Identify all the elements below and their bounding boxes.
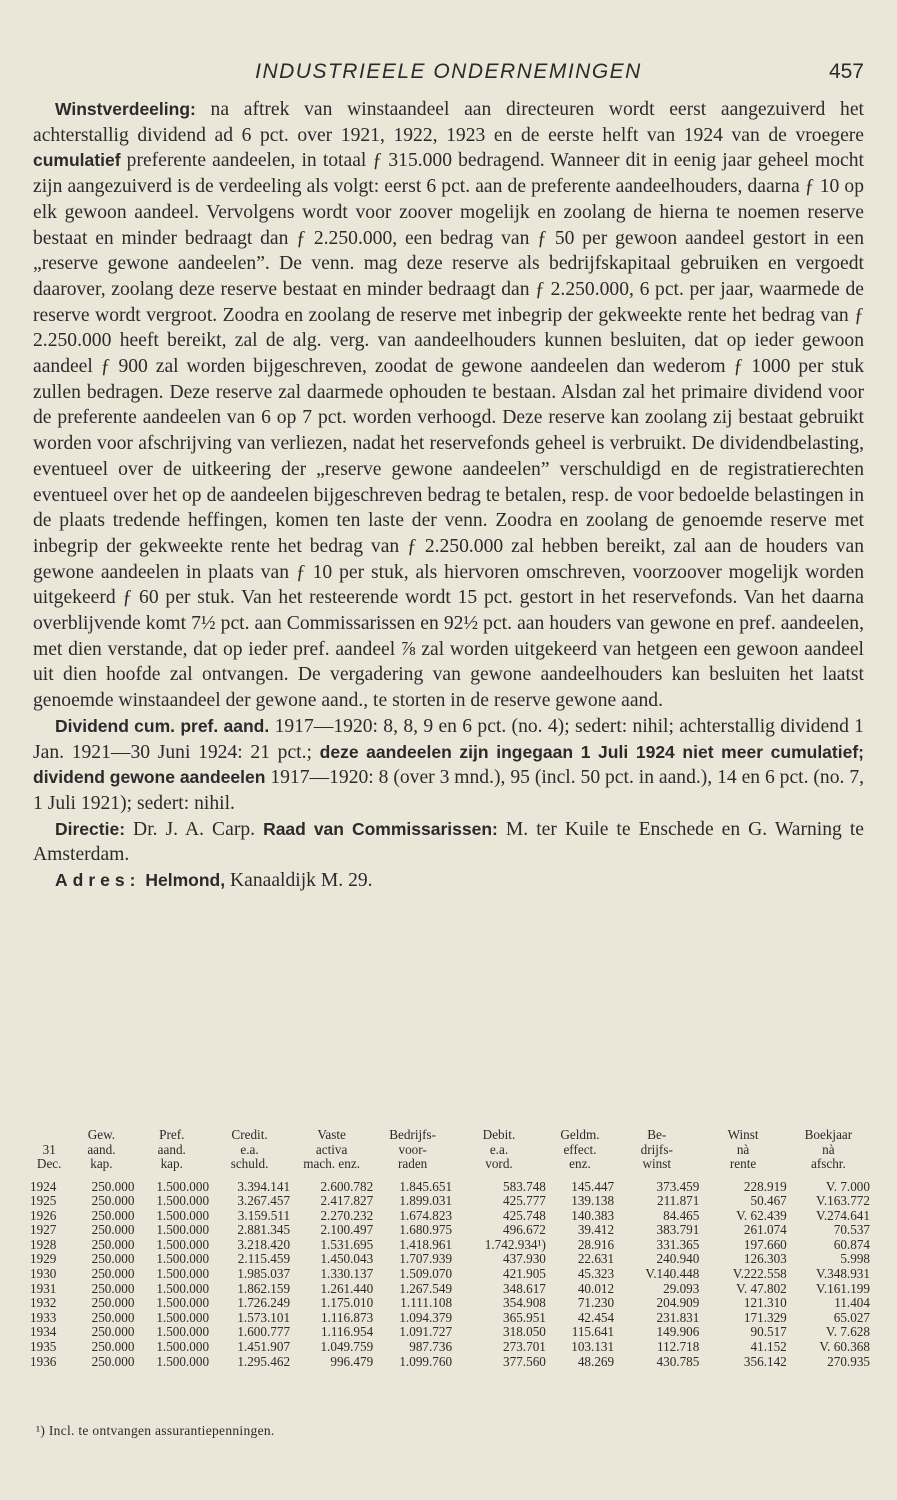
table-cell: 3.267.457 (237, 1193, 291, 1209)
table-row (30, 1311, 870, 1326)
table-header-line: Credit. (231, 1127, 268, 1142)
table-year-cell: 1926 (30, 1207, 57, 1223)
table-header-line: vord. (485, 1156, 513, 1171)
table-cell: 250.000 (91, 1295, 135, 1311)
adres-label: Adres: (55, 870, 141, 891)
table-cell: 270.935 (827, 1353, 870, 1369)
table-header-cell (787, 1128, 870, 1180)
table-cell: 45.323 (577, 1266, 615, 1282)
rvc-text: M. ter Kuile te Enschede en G. Warning te Amsterdam. (33, 818, 864, 866)
table-header-line: schuld. (230, 1156, 269, 1171)
table-header-line: Pref. (159, 1127, 185, 1142)
table-cell: 1.899.031 (399, 1193, 453, 1209)
body-text (33, 97, 864, 894)
table-row (30, 1296, 870, 1311)
table-cell: 2.881.345 (237, 1222, 291, 1238)
table-cell: 1.500.000 (156, 1178, 210, 1194)
adres-street: Kanaaldijk M. 29. (229, 870, 373, 892)
table-year-cell: 1925 (30, 1193, 57, 1209)
table-cell: 250.000 (91, 1207, 135, 1223)
dividend-paragraph (33, 714, 864, 817)
running-head: INDUSTRIEELE ONDERNEMINGEN (255, 60, 642, 83)
table-header-row (30, 1128, 870, 1180)
table-cell: 250.000 (91, 1324, 135, 1340)
dividend-text-2: 1917—1920: 8 (over 3 mnd.), 95 (incl. 50 pct. in aand.), 14 en 6 pct. (no. 7, 1 Juli 1921); sedert: nihil. (33, 767, 865, 814)
table-cell: 103.131 (571, 1339, 615, 1355)
table-cell: 1.742.934¹) (484, 1236, 546, 1252)
table-cell: 22.631 (577, 1251, 615, 1267)
table-cell: 84.465 (663, 1207, 700, 1223)
table-header-cell (373, 1128, 452, 1180)
table-cell: 28.916 (577, 1236, 615, 1252)
financial-table-wrapper (30, 1128, 870, 1369)
table-cell: 496.672 (503, 1222, 546, 1238)
table-cell: 1.451.907 (237, 1339, 291, 1355)
table-cell: 250.000 (91, 1339, 135, 1355)
directie-label: Directie: (55, 818, 126, 839)
table-cell: 250.000 (91, 1266, 135, 1282)
winstverdeeling-text-2: preferente aandeelen, in totaal ƒ 315.000 bedragend. Wanneer dit in eenig jaar geheel mocht zijn aangezuiverd is de verdeeling als volgt: eerst 6 pct. aan de preferente aandeelhouders, daarna ƒ 10 op elk gewoon aandeel. Vervolgens wordt voor zoover mogelijk en zoolang de hierna te noemen reserve bestaat en minder bedraagt dan ƒ 2.250.000, een bedrag van ƒ 50 per gewoon aandeel gestort in een „reserve gewone aandeelen”. De venn. mag deze reserve als bedrijfskapitaal gebruiken en vergoedt daarover, zoolang deze reserve bestaat en minder bedraagt dan ƒ 2.250.000, 6 pct. per jaar, waarmede de reserve wordt vergroot. Zoodra en zoolang de reserve met inbegrip der gekweekte rente het bedrag van ƒ 2.250.000 heeft bereikt, zal de alg. verg. van aandeelhouders kunnen besluiten, dat op ieder gewoon aandeel ƒ 900 zal worden bijgeschreven, zoodat de gewone aandeelen dan wederom ƒ 1000 per stuk zullen bedragen. Deze reserve zal daarmede ophouden te bestaan. Alsdan zal het primaire dividend voor de preferente aandeelen van 6 op 7 pct. worden verhoogd. Deze reserve kan zoolang zij bestaat gebruikt worden voor afschrijving van verliezen, nadat het reservefonds geheel is verbruikt. De dividendbelasting, eventueel over de uitkeering der „reserve gewone aandeelen” verschuldigd en de registratierechten eventueel over het op de aandeelen bijgeschreven bedrag te betalen, resp. de voor bedoelde belastingen in de plaats tredende heffingen, komen ten laste der venn. Zoodra en zoolang de genoemde reserve met inbegrip der gekweekte rente het bedrag van ƒ 2.250.000 zal hebben bereikt, zal aan de houders van gewone aandeelen in plaats van ƒ 10 per stuk, als hiervoren omschreven, voorzoover mogelijk worden uitgekeerd ƒ 60 per stuk. Van het resteerende wordt 15 pct. gestort in het reservefonds. Van het daarna overblijvende komt 7½ pct. aan Commissarissen en 92½ pct. aan houders van gewone en pref. aandeelen, met dien verstande, dat op ieder pref. aandeel ⅞ zal worden uitgekeerd van hetgeen een gewoon aandeel uit dien hoofde zal ontvangen. De vergadering van gewone aandeelhouders kan besluiten het laatst genoemde winstaandeel der gewone aand., te storten in de reserve gewone aand. (33, 150, 864, 712)
winstverdeeling-text: na aftrek van winstaandeel aan directeuren wordt eerst aangezuiverd het achterstallig dividend ad 6 pct. over 1921, 1922, 1923 en de eerste helft van 1924 van de vroegere (33, 99, 864, 146)
table-header-line: e.a. (240, 1141, 259, 1157)
table-cell: V.222.558 (732, 1266, 787, 1282)
table-header-line: raden (397, 1156, 428, 1171)
table-year-cell: 1927 (30, 1222, 57, 1238)
table-header-line: nà (736, 1141, 750, 1157)
table-header-cell (68, 1128, 134, 1180)
table-header-line: activa (315, 1141, 348, 1157)
table-cell: 240.940 (656, 1251, 700, 1267)
table-row (30, 1209, 870, 1224)
table-year-cell: 1934 (30, 1324, 57, 1340)
table-cell: 425.748 (503, 1207, 546, 1223)
page-number: 457 (828, 60, 864, 83)
table-cell: 996.479 (330, 1353, 374, 1369)
table-cell: 126.303 (743, 1251, 787, 1267)
table-cell: 377.560 (503, 1353, 546, 1369)
table-year-cell: 1929 (30, 1251, 57, 1267)
winstverdeeling-bold-word: cumulatief (33, 150, 121, 171)
table-cell: 1.680.975 (399, 1222, 453, 1238)
table-cell: 139.138 (571, 1193, 615, 1209)
table-cell: 204.909 (656, 1295, 700, 1311)
table-cell: 1.845.651 (399, 1178, 453, 1194)
table-header-cell (134, 1128, 209, 1180)
table-cell: 1.500.000 (156, 1266, 210, 1282)
table-cell: 1.500.000 (156, 1324, 210, 1340)
table-cell: 2.115.459 (237, 1251, 291, 1267)
table-cell: 211.871 (656, 1193, 700, 1209)
table-cell: 1.531.695 (320, 1236, 374, 1252)
table-year-cell: 1935 (30, 1339, 57, 1355)
directie-paragraph (33, 817, 864, 868)
table-header-line: Debit. (482, 1127, 516, 1142)
table-cell: 5.998 (840, 1251, 870, 1267)
table-cell: 1.674.823 (399, 1207, 453, 1223)
table-cell: 231.831 (656, 1309, 700, 1325)
table-cell: 115.641 (571, 1324, 615, 1340)
footnote (36, 1423, 275, 1439)
table-cell: 1.500.000 (156, 1251, 210, 1267)
table-row (30, 1340, 870, 1355)
footnote-text: Incl. te ontvangen assurantiepenningen. (48, 1423, 275, 1438)
table-cell: 39.412 (577, 1222, 615, 1238)
table-cell: 318.050 (503, 1324, 546, 1340)
table-header-cell (546, 1128, 614, 1180)
footnote-marker: ¹) (36, 1423, 46, 1438)
table-row (30, 1180, 870, 1195)
table-cell: V.140.448 (645, 1266, 700, 1282)
table-header-line: effect. (563, 1141, 597, 1157)
table-cell: 273.701 (503, 1339, 546, 1355)
table-header-line: e.a. (489, 1141, 509, 1157)
table-row (30, 1194, 870, 1209)
table-header-cell (699, 1128, 786, 1180)
table-cell: 250.000 (91, 1222, 135, 1238)
table-cell: V. 47.802 (736, 1280, 787, 1296)
table-cell: 250.000 (91, 1280, 135, 1296)
table-cell: 50.467 (750, 1193, 787, 1209)
table-cell: 1.450.043 (320, 1251, 374, 1267)
table-cell: 197.660 (743, 1236, 787, 1252)
dividend-text: 1917—1920: 8, 8, 9 en 6 pct. (no. 4); sedert: nihil; achterstallig dividend 1 Jan. 1921—30 Juni 1924: 21 pct.; (33, 715, 864, 763)
table-cell: 145.447 (571, 1178, 615, 1194)
table-cell: 1.500.000 (156, 1309, 210, 1325)
table-cell: 250.000 (91, 1236, 135, 1252)
table-cell: 3.394.141 (237, 1178, 291, 1194)
table-cell: 48.269 (577, 1353, 615, 1369)
table-cell: 171.329 (743, 1309, 787, 1325)
table-row (30, 1355, 870, 1370)
table-cell: 425.777 (503, 1193, 546, 1209)
table-header-line: Gew. (87, 1127, 116, 1142)
table-cell: 1.094.379 (399, 1309, 453, 1325)
table-header-line: Boekjaar (804, 1127, 853, 1142)
table-cell: 228.919 (743, 1178, 787, 1194)
dividend-label: Dividend cum. pref. aand. (55, 715, 270, 736)
table-cell: 1.500.000 (156, 1193, 210, 1209)
table-cell: 365.951 (503, 1309, 546, 1325)
table-cell: 987.736 (409, 1339, 453, 1355)
adres-city: Helmond, (145, 870, 226, 891)
table-cell: V. 60.368 (819, 1339, 870, 1355)
table-header-line: Vaste (317, 1127, 346, 1142)
table-cell: 1.330.137 (320, 1266, 374, 1282)
table-cell: 1.116.954 (320, 1324, 374, 1340)
table-cell: 40.012 (577, 1280, 615, 1296)
table-header-cell (209, 1128, 290, 1180)
table-cell: 261.074 (743, 1222, 787, 1238)
table-header-line: Bedrijfs- (389, 1127, 437, 1142)
table-header-cell (614, 1128, 699, 1180)
table-cell: 41.152 (750, 1339, 787, 1355)
table-cell: 1.091.727 (399, 1324, 453, 1340)
table-cell: 60.874 (833, 1236, 870, 1252)
table-year-cell: 1928 (30, 1236, 57, 1252)
table-year-cell: 1930 (30, 1266, 57, 1282)
table-cell: 250.000 (91, 1309, 135, 1325)
table-cell: 1.862.159 (237, 1280, 291, 1296)
table-cell: 1.116.873 (320, 1309, 374, 1325)
table-cell: 1.500.000 (156, 1295, 210, 1311)
table-header-line: aand. (157, 1141, 186, 1157)
winstverdeeling-paragraph (33, 97, 864, 714)
table-cell: 3.218.420 (237, 1236, 291, 1252)
table-cell: 121.310 (743, 1295, 787, 1311)
table-header-line: afschr. (810, 1156, 846, 1171)
table-cell: 250.000 (91, 1251, 135, 1267)
table-cell: V. 7.628 (825, 1324, 870, 1340)
table-cell: 1.726.249 (237, 1295, 291, 1311)
table-header-cell (30, 1128, 68, 1180)
table-header-cell (452, 1128, 546, 1180)
table-cell: 583.748 (503, 1178, 546, 1194)
table-header-line: rente (729, 1156, 757, 1171)
table-cell: 1.500.000 (156, 1353, 210, 1369)
table-cell: V.274.641 (816, 1207, 870, 1223)
table-cell: 2.417.827 (320, 1193, 374, 1209)
table-row (30, 1238, 870, 1253)
table-cell: 2.600.782 (320, 1178, 374, 1194)
table-cell: 11.404 (834, 1295, 870, 1311)
table-header-cell (290, 1128, 373, 1180)
table-year-cell: 1932 (30, 1295, 57, 1311)
table-cell: 1.049.759 (320, 1339, 374, 1355)
adres-paragraph (33, 868, 864, 894)
table-cell: 3.159.511 (237, 1207, 291, 1223)
table-cell: 250.000 (91, 1193, 135, 1209)
table-cell: 1.500.000 (156, 1339, 210, 1355)
table-cell: 383.791 (656, 1222, 700, 1238)
table-cell: 1.509.070 (399, 1266, 453, 1282)
table-cell: V.348.931 (816, 1266, 870, 1282)
table-header-line: nà (822, 1141, 835, 1157)
table-header-line: enz. (569, 1156, 591, 1171)
table-cell: 29.093 (663, 1280, 700, 1296)
table-cell: 2.100.497 (320, 1222, 374, 1238)
table-cell: 1.573.101 (237, 1309, 291, 1325)
table-cell: 70.537 (833, 1222, 870, 1238)
table-cell: 1.295.462 (237, 1353, 291, 1369)
rvc-label: Raad van Commissarissen: (263, 818, 498, 839)
table-header-line: Geldm. (560, 1127, 600, 1142)
table-cell: V.163.772 (816, 1193, 870, 1209)
table-cell: 149.906 (656, 1324, 700, 1340)
table-cell: 348.617 (503, 1280, 546, 1296)
table-year-cell: 1936 (30, 1353, 57, 1369)
table-cell: 2.270.232 (320, 1207, 374, 1223)
table-row (30, 1252, 870, 1267)
table-row (30, 1267, 870, 1282)
table-body (30, 1180, 870, 1370)
winstverdeeling-label: Winstverdeeling: (55, 99, 196, 119)
table-cell: 90.517 (750, 1324, 787, 1340)
table-cell: 112.718 (656, 1339, 700, 1355)
table-cell: 1.099.760 (399, 1353, 453, 1369)
table-cell: 356.142 (743, 1353, 787, 1369)
table-cell: 1.175.010 (320, 1295, 374, 1311)
table-header-line: Dec. (36, 1156, 62, 1171)
table-row (30, 1223, 870, 1238)
table-cell: 71.230 (577, 1295, 615, 1311)
dividend-bold-text: deze aandeelen zijn ingegaan 1 Juli 1924 niet meer cumulatief; dividend gewone aandeelen (33, 741, 864, 788)
table-cell: 250.000 (91, 1353, 135, 1369)
table-cell: 42.454 (577, 1309, 615, 1325)
table-header-line: Be- (647, 1127, 667, 1142)
table-cell: 421.905 (503, 1266, 546, 1282)
page-header (0, 60, 897, 88)
table-year-cell: 1933 (30, 1309, 57, 1325)
table-cell: 1.500.000 (156, 1222, 210, 1238)
table-cell: 1.707.939 (399, 1251, 453, 1267)
table-header-line: Winst (727, 1127, 759, 1142)
table-cell: 1.500.000 (156, 1280, 210, 1296)
table-cell: 1.500.000 (156, 1236, 210, 1252)
table-cell: 437.930 (503, 1251, 546, 1267)
table-header-line: mach. enz. (303, 1156, 360, 1171)
table-cell: V.161.199 (816, 1280, 870, 1296)
table-cell: 373.459 (656, 1178, 700, 1194)
table-cell: V. 62.439 (736, 1207, 787, 1223)
table-cell: 65.027 (833, 1309, 870, 1325)
table-cell: 354.908 (503, 1295, 546, 1311)
table-cell: 1.500.000 (156, 1207, 210, 1223)
financial-table (30, 1128, 870, 1369)
directie-text: Dr. J. A. Carp. (133, 818, 256, 840)
table-cell: 1.985.037 (237, 1266, 291, 1282)
table-cell: 1.418.961 (399, 1236, 453, 1252)
table-cell: 430.785 (656, 1353, 700, 1369)
table-year-cell: 1931 (30, 1280, 57, 1296)
table-cell: 1.267.549 (399, 1280, 453, 1296)
table-header-line: kap. (90, 1156, 113, 1171)
table-cell: 1.600.777 (237, 1324, 291, 1340)
table-header-line: kap. (160, 1156, 183, 1171)
table-cell: 1.111.108 (400, 1295, 453, 1311)
table-header-line: winst (642, 1156, 672, 1171)
table-cell: 1.261.440 (320, 1280, 374, 1296)
table-header-line: drijfs- (640, 1141, 673, 1157)
table-row (30, 1282, 870, 1297)
table-cell: 140.383 (571, 1207, 615, 1223)
table-header-line: 31 (42, 1141, 56, 1157)
table-cell: 331.365 (656, 1236, 700, 1252)
table-cell: V. 7.000 (825, 1178, 870, 1194)
table-header-line: aand. (87, 1141, 116, 1157)
table-cell: 250.000 (91, 1178, 135, 1194)
table-row (30, 1325, 870, 1340)
table-year-cell: 1924 (30, 1178, 57, 1194)
table-header-line: voor- (398, 1141, 427, 1157)
